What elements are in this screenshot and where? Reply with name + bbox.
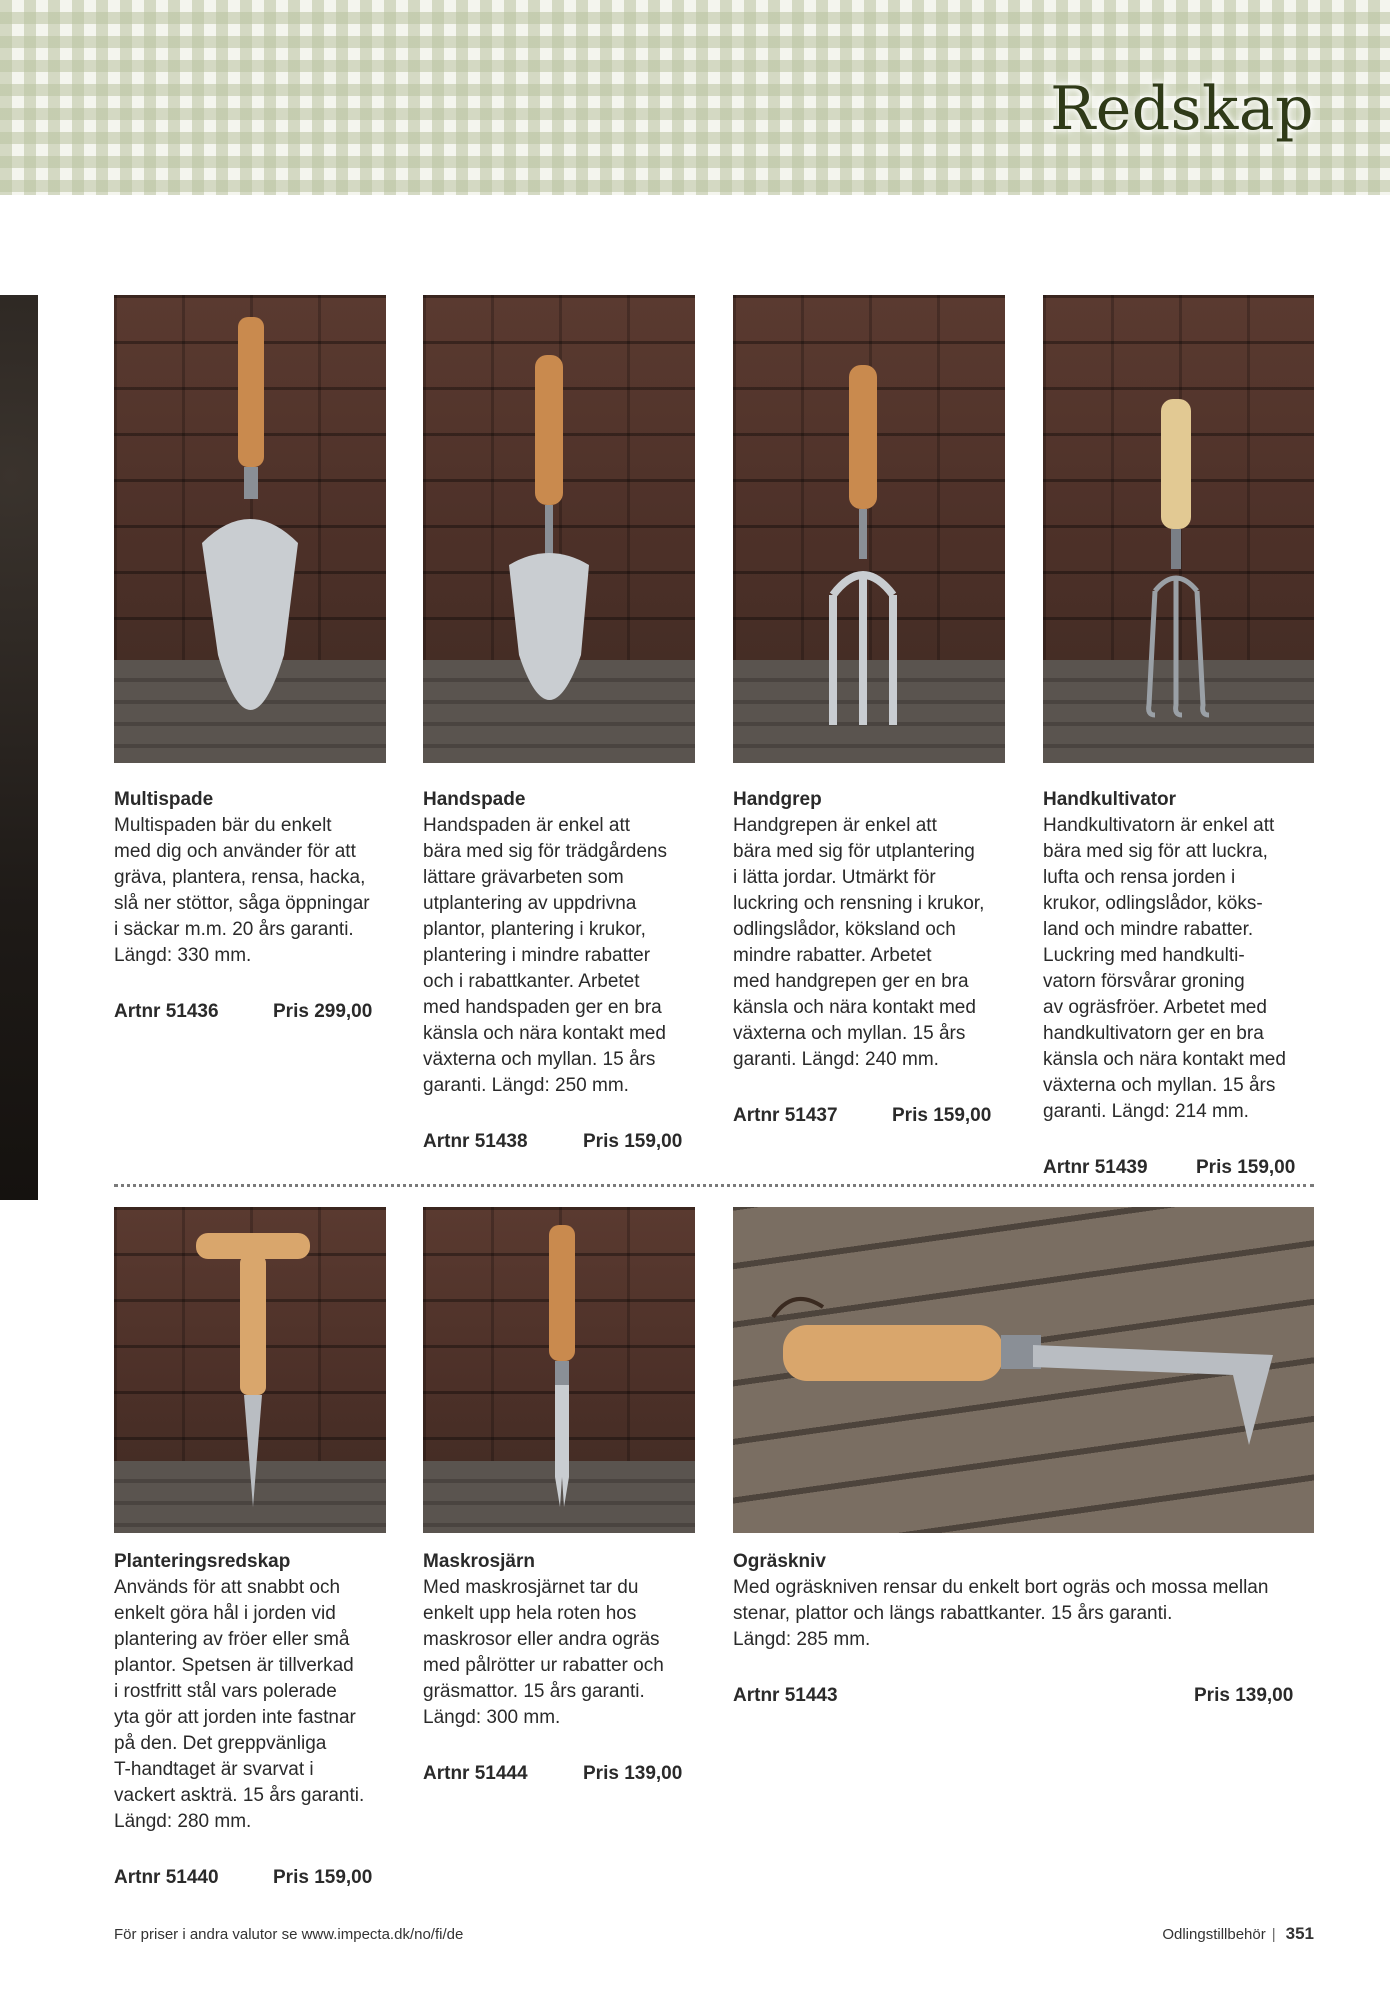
product-name: Planteringsredskap bbox=[114, 1551, 291, 1572]
section-divider bbox=[114, 1184, 1314, 1187]
left-edge-photo bbox=[0, 295, 38, 1200]
ograskniv-photo bbox=[733, 1207, 1314, 1533]
product-name: Handspade bbox=[423, 789, 526, 810]
handkultivator-photo bbox=[1043, 295, 1314, 763]
artnr: Artnr 51444 bbox=[423, 1763, 528, 1784]
product-name: Multispade bbox=[114, 789, 214, 810]
handgrep-photo bbox=[733, 295, 1005, 763]
product-desc: Med ogräskniven rensar du enkelt bort ogräs och mossa mellan stenar, plattor och längs rabattkanter. 15 års garanti. Längd: 285 mm. bbox=[733, 1577, 1269, 1650]
page-number: 351 bbox=[1285, 1924, 1314, 1943]
product-planteringsredskap bbox=[114, 1549, 414, 1835]
price: Pris 139,00 bbox=[1194, 1685, 1294, 1706]
product-name: Maskrosjärn bbox=[423, 1551, 535, 1572]
price: Pris 159,00 bbox=[273, 1867, 373, 1888]
product-name: Handgrep bbox=[733, 789, 822, 810]
product-multispade bbox=[114, 787, 404, 969]
maskrosjarn-photo bbox=[423, 1207, 695, 1533]
artnr: Artnr 51438 bbox=[423, 1131, 528, 1152]
artnr: Artnr 51439 bbox=[1043, 1157, 1148, 1178]
product-name: Ogräskniv bbox=[733, 1551, 826, 1572]
multispade-photo bbox=[114, 295, 386, 763]
price: Pris 299,00 bbox=[273, 1001, 373, 1022]
product-maskrosjarn bbox=[423, 1549, 723, 1731]
artnr: Artnr 51437 bbox=[733, 1105, 838, 1126]
price: Pris 139,00 bbox=[583, 1763, 683, 1784]
page-title: Redskap bbox=[1050, 74, 1314, 144]
product-name: Handkultivator bbox=[1043, 789, 1177, 810]
product-desc: Handspaden är enkel att bära med sig för trädgårdens lättare grävarbeten som utplantering av uppdrivna plantor, plantering i krukor, plantering i mindre rabatter och i rabattkanter. Arbetet med handspaden ger en bra känsla och nära kontakt med växterna och myllan. 15 års garanti. Längd: 250 mm. bbox=[423, 815, 667, 1096]
product-desc: Multispaden bär du enkelt med dig och använder för att gräva, plantera, rensa, hacka, slå ner stöttor, såga öppningar i säckar m.m. 20 års garanti. Längd: 330 mm. bbox=[114, 815, 370, 966]
product-desc: Med maskrosjärnet tar du enkelt upp hela roten hos maskrosor eller andra ogräs med pålrötter ur rabatter och gräsmattor. 15 års garanti. Längd: 300 mm. bbox=[423, 1577, 664, 1728]
price: Pris 159,00 bbox=[583, 1131, 683, 1152]
price: Pris 159,00 bbox=[1196, 1157, 1296, 1178]
product-desc: Används för att snabbt och enkelt göra hål i jorden vid plantering av fröer eller små plantor. Spetsen är tillverkad i rostfritt stål vars polerade yta gör att jorden inte fastnar på den. Det greppvänliga T-handtaget är svarvat i vackert askträ. 15 års garanti. Längd: 280 mm. bbox=[114, 1577, 365, 1832]
artnr: Artnr 51436 bbox=[114, 1001, 219, 1022]
artnr: Artnr 51440 bbox=[114, 1867, 219, 1888]
gingham-header bbox=[0, 0, 1390, 195]
handspade-photo bbox=[423, 295, 695, 763]
artnr: Artnr 51443 bbox=[733, 1685, 838, 1706]
footer-section: Odlingstillbehör bbox=[1162, 1926, 1266, 1943]
product-desc: Handkultivatorn är enkel att bära med sig för att luckra, lufta och rensa jorden i krukor, odlingslådor, köks- land och mindre rabatter. Luckring med handkulti- vatorn försvårar groning av ogräsfröer. Arbetet med handkultivatorn ger en bra känsla och nära kontakt med växterna och myllan. 15 års garanti. Längd: 214 mm. bbox=[1043, 815, 1286, 1122]
planteringsredskap-photo bbox=[114, 1207, 386, 1533]
footer-currency-note: För priser i andra valutor se www.impecta.dk/no/fi/de bbox=[114, 1926, 464, 1943]
product-handspade bbox=[423, 787, 713, 1099]
footer-page-info: Odlingstillbehör | 351 bbox=[1162, 1924, 1314, 1943]
price: Pris 159,00 bbox=[892, 1105, 992, 1126]
product-ograskniv bbox=[733, 1549, 1314, 1653]
product-handkultivator bbox=[1043, 787, 1333, 1125]
product-desc: Handgrepen är enkel att bära med sig för utplantering i lätta jordar. Utmärkt för luckring och rensning i krukor, odlingslådor, köksland och mindre rabatter. Arbetet med handgrepen ger en bra känsla och nära kontakt med växterna och myllan. 15 års garanti. Längd: 240 mm. bbox=[733, 815, 985, 1070]
product-handgrep bbox=[733, 787, 1023, 1073]
